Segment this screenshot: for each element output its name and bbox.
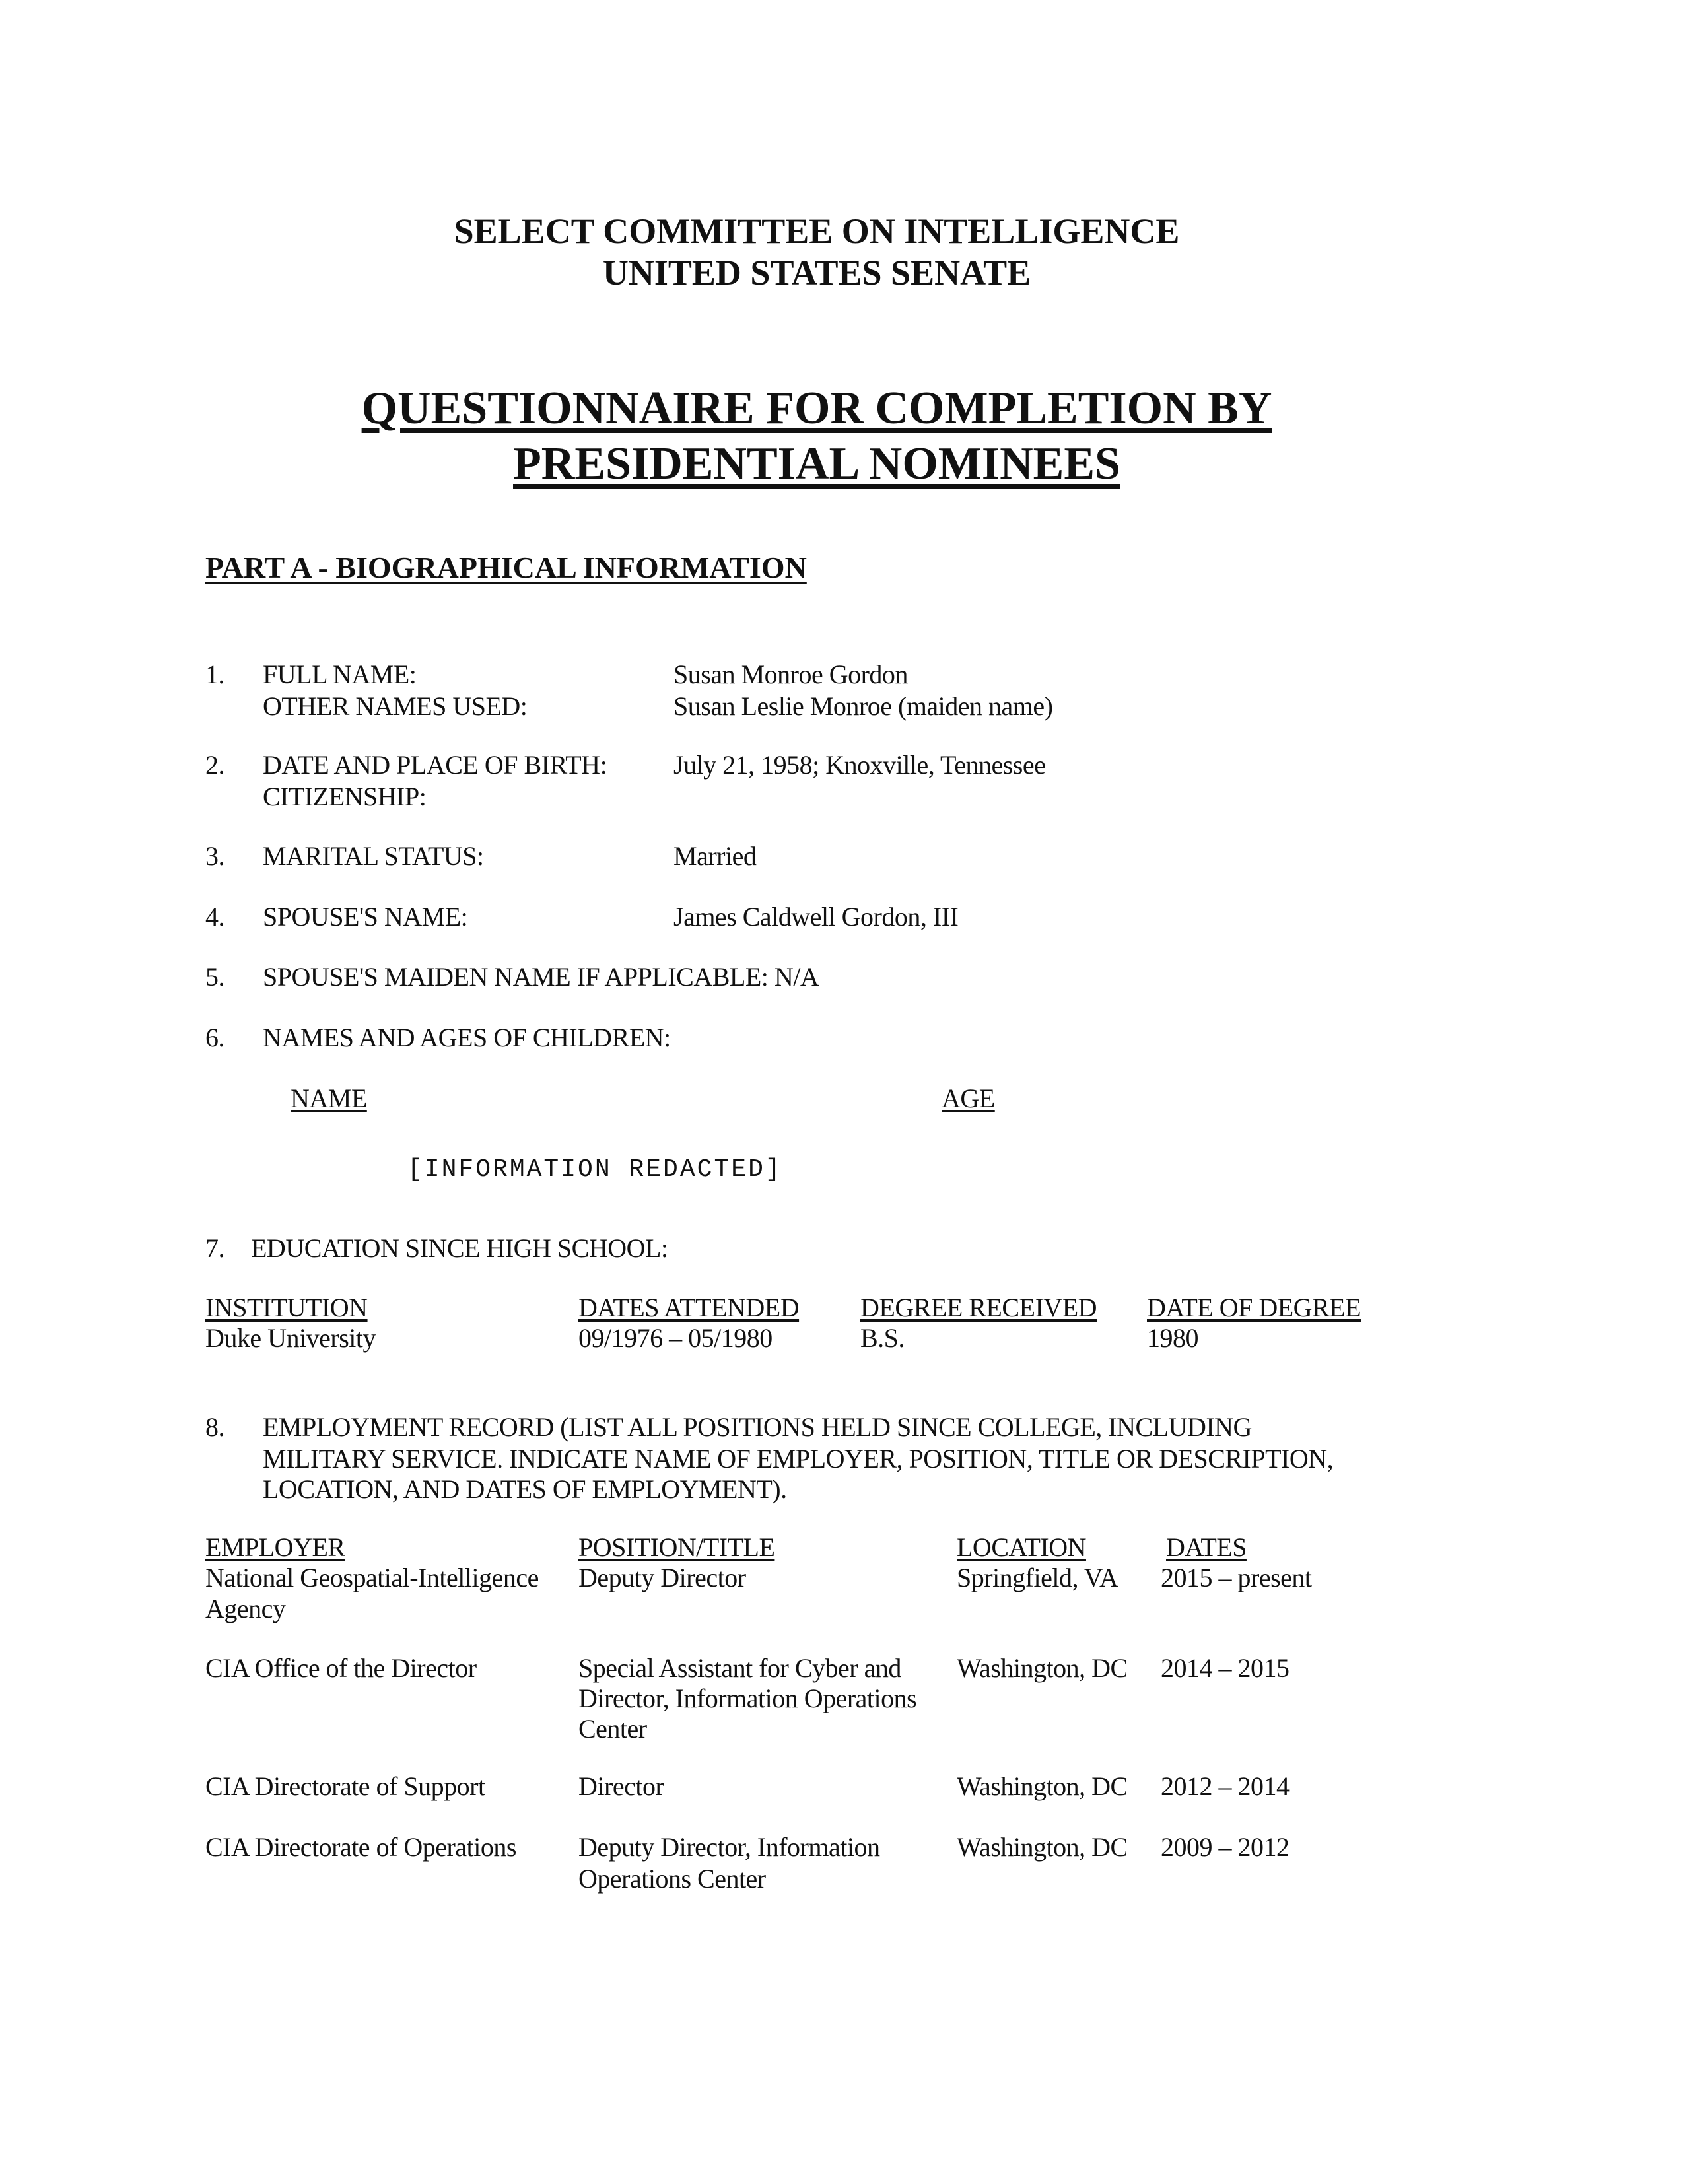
other-names-label: OTHER NAMES USED: xyxy=(263,691,528,721)
q7-number: 7. xyxy=(205,1233,224,1263)
employment-row-1-dates: 2015 – present xyxy=(1161,1563,1312,1592)
title-line-2: PRESIDENTIAL NOMINEES xyxy=(513,438,1120,489)
employment-row-3-employer: CIA Directorate of Support xyxy=(205,1771,485,1801)
employment-row-4-position: Deputy Director, Information xyxy=(578,1832,880,1862)
education-header-date-of-degree: DATE OF DEGREE xyxy=(1147,1293,1361,1322)
employment-instructions-3: LOCATION, AND DATES OF EMPLOYMENT). xyxy=(263,1474,787,1504)
employment-header-position: POSITION/TITLE xyxy=(578,1532,775,1562)
marital-value: Married xyxy=(673,841,757,871)
education-degree: B.S. xyxy=(860,1323,905,1353)
other-names-value: Susan Leslie Monroe (maiden name) xyxy=(673,691,1053,721)
q2-number: 2. xyxy=(205,750,224,780)
employment-row-2-location: Washington, DC xyxy=(957,1653,1128,1683)
title-line-1: QUESTIONNAIRE FOR COMPLETION BY xyxy=(361,383,1272,434)
redacted-notice: [INFORMATION REDACTED] xyxy=(407,1155,782,1184)
birth-value: July 21, 1958; Knoxville, Tennessee xyxy=(673,750,1046,780)
children-label: NAMES AND AGES OF CHILDREN: xyxy=(263,1023,671,1052)
employment-header-dates: DATES xyxy=(1166,1532,1247,1562)
full-name-label: FULL NAME: xyxy=(263,660,417,689)
employment-row-2-position-cont2: Center xyxy=(578,1714,647,1744)
q4-number: 4. xyxy=(205,902,224,932)
employment-row-4-position-cont: Operations Center xyxy=(578,1864,766,1894)
birth-label: DATE AND PLACE OF BIRTH: xyxy=(263,750,607,780)
marital-label: MARITAL STATUS: xyxy=(263,841,484,871)
employment-header-location: LOCATION xyxy=(957,1532,1086,1562)
q8-number: 8. xyxy=(205,1412,224,1442)
employment-header-employer: EMPLOYER xyxy=(205,1532,345,1562)
employment-row-1-position: Deputy Director xyxy=(578,1563,746,1592)
employment-row-3-location: Washington, DC xyxy=(957,1771,1128,1801)
spouse-maiden-label: SPOUSE'S MAIDEN NAME IF APPLICABLE: N/A xyxy=(263,962,819,992)
employment-instructions-1: EMPLOYMENT RECORD (LIST ALL POSITIONS HELD SINCE COLLEGE, INCLUDING xyxy=(263,1412,1252,1442)
employment-row-2-employer: CIA Office of the Director xyxy=(205,1653,477,1683)
children-name-header: NAME xyxy=(291,1083,367,1113)
education-label: EDUCATION SINCE HIGH SCHOOL: xyxy=(251,1233,668,1263)
spouse-label: SPOUSE'S NAME: xyxy=(263,902,468,932)
education-header-dates: DATES ATTENDED xyxy=(578,1293,800,1322)
part-a-heading: PART A - BIOGRAPHICAL INFORMATION xyxy=(205,551,807,584)
employment-row-1-employer-cont: Agency xyxy=(205,1594,286,1623)
employment-row-4-dates: 2009 – 2012 xyxy=(1161,1832,1290,1862)
employment-row-1-location: Springfield, VA xyxy=(957,1563,1118,1592)
q1-number: 1. xyxy=(205,660,224,689)
employment-row-4-location: Washington, DC xyxy=(957,1832,1128,1862)
education-header-institution: INSTITUTION xyxy=(205,1293,368,1322)
committee-heading: SELECT COMMITTEE ON INTELLIGENCE xyxy=(454,211,1180,251)
education-date-of-degree: 1980 xyxy=(1147,1323,1198,1353)
q6-number: 6. xyxy=(205,1023,224,1052)
employment-row-3-position: Director xyxy=(578,1771,664,1801)
citizenship-label: CITIZENSHIP: xyxy=(263,782,427,811)
education-institution: Duke University xyxy=(205,1323,376,1353)
employment-row-3-dates: 2012 – 2014 xyxy=(1161,1771,1290,1801)
full-name-value: Susan Monroe Gordon xyxy=(673,660,908,689)
q5-number: 5. xyxy=(205,962,224,992)
employment-row-2-dates: 2014 – 2015 xyxy=(1161,1653,1290,1683)
q3-number: 3. xyxy=(205,841,224,871)
children-age-header: AGE xyxy=(942,1083,995,1113)
employment-row-1-employer: National Geospatial-Intelligence xyxy=(205,1563,539,1592)
education-header-degree: DEGREE RECEIVED xyxy=(860,1293,1097,1322)
employment-row-4-employer: CIA Directorate of Operations xyxy=(205,1832,516,1862)
employment-instructions-2: MILITARY SERVICE. INDICATE NAME OF EMPLOYER, POSITION, TITLE OR DESCRIPTION, xyxy=(263,1444,1334,1474)
education-dates: 09/1976 – 05/1980 xyxy=(578,1323,773,1353)
employment-row-2-position: Special Assistant for Cyber and xyxy=(578,1653,901,1683)
employment-row-2-position-cont: Director, Information Operations xyxy=(578,1684,917,1713)
senate-heading: UNITED STATES SENATE xyxy=(602,253,1031,292)
spouse-value: James Caldwell Gordon, III xyxy=(673,902,959,932)
